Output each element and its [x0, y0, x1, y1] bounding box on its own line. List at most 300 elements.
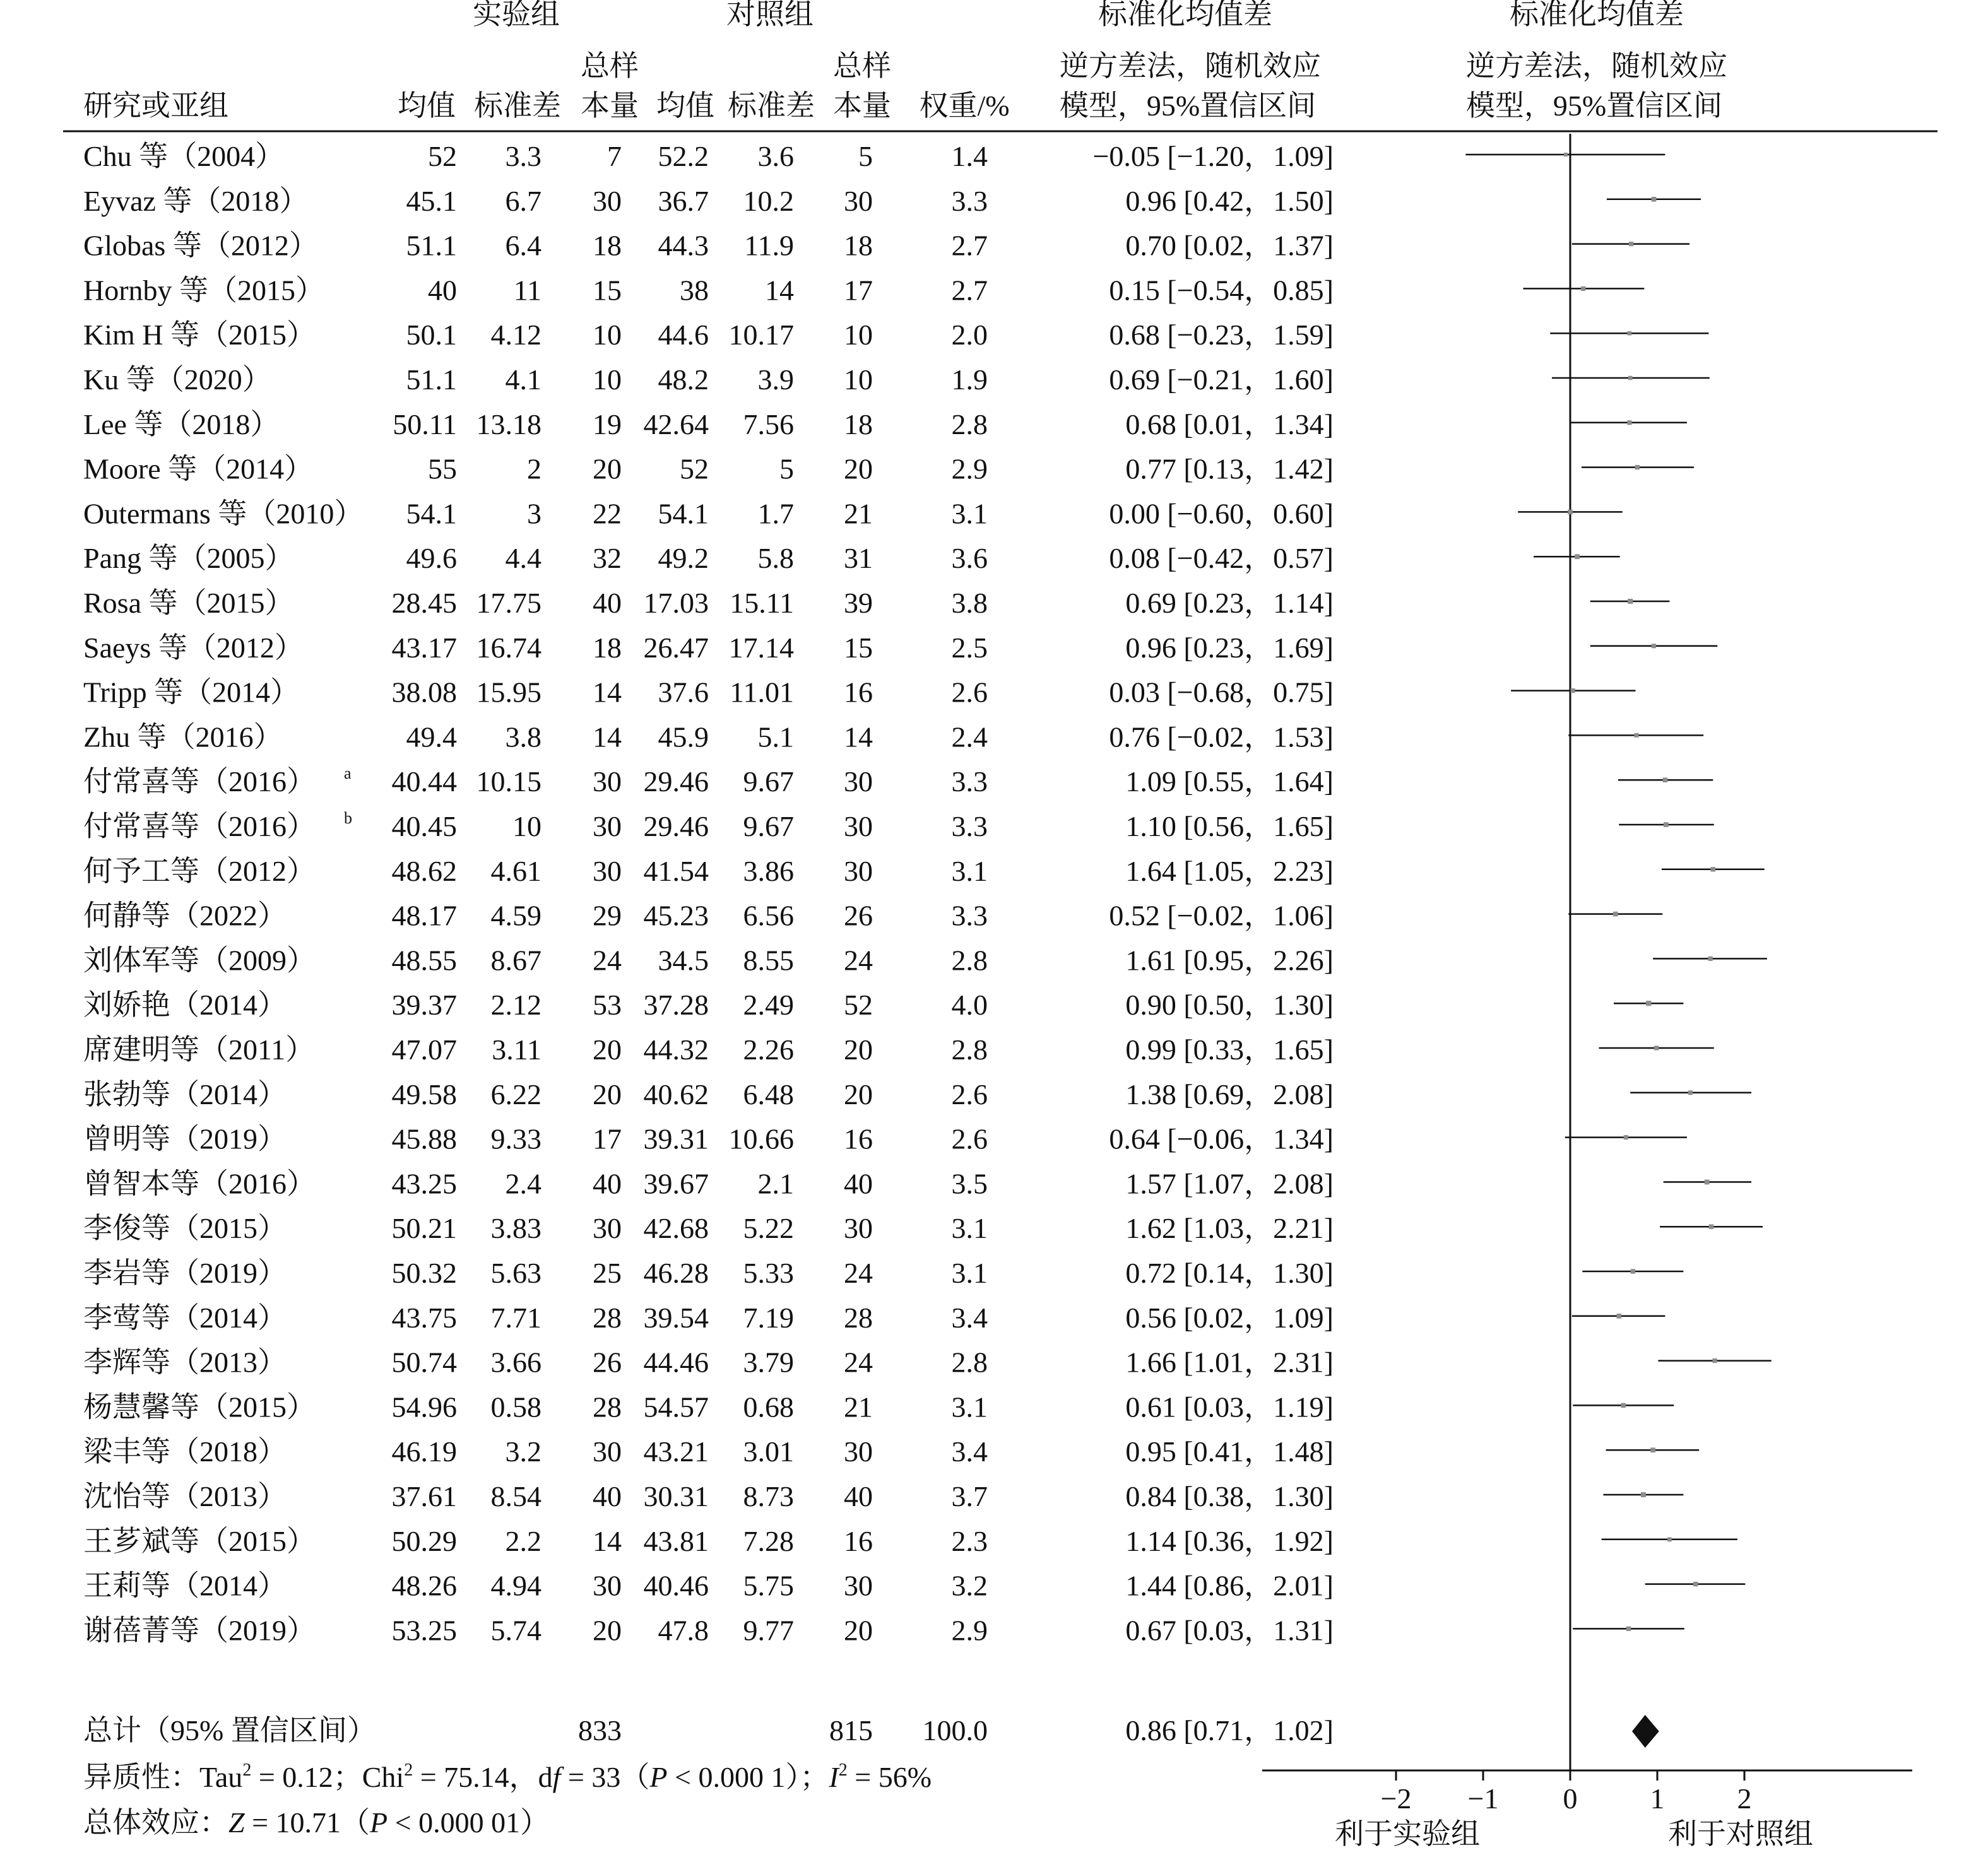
weight-value: 2.5	[951, 631, 988, 664]
ctrl-mean: 26.47	[643, 631, 709, 664]
ctrl-n: 21	[844, 1391, 873, 1423]
exp-mean: 45.1	[406, 184, 457, 217]
ctrl-mean: 39.31	[643, 1122, 709, 1155]
ctrl-group-header: 对照组	[726, 0, 814, 30]
ctrl-mean: 41.54	[643, 854, 709, 887]
het-i: I	[829, 1761, 839, 1793]
table-row	[83, 185, 1334, 217]
het-tau-sup: 2	[242, 1760, 252, 1780]
exp-mean: 55	[428, 452, 457, 485]
ci-text: 0.76 [−0.02，1.53]	[1109, 721, 1334, 753]
exp-sd-header: 标准差	[474, 90, 561, 122]
exp-n: 40	[593, 587, 622, 619]
ctrl-sd: 7.28	[743, 1524, 794, 1557]
table-row	[83, 230, 1334, 262]
point-estimate	[1621, 1403, 1625, 1408]
study-name: 王莉等（2014）	[83, 1569, 287, 1602]
ctrl-n: 20	[844, 1034, 873, 1066]
oe-prefix: 总体效应：	[83, 1806, 228, 1839]
study-rows	[83, 140, 1334, 1646]
heterogeneity-stats	[83, 1760, 932, 1793]
exp-n: 29	[593, 899, 622, 932]
exp-n-header-top: 总样	[581, 50, 639, 82]
exp-mean: 28.45	[391, 587, 457, 619]
study-name: Eyvaz 等（2018）	[83, 184, 309, 217]
table-row	[83, 1302, 1334, 1334]
exp-n: 18	[593, 631, 622, 664]
table-row	[83, 542, 1334, 574]
point-estimate	[1641, 1492, 1646, 1497]
study-name: Saeys 等（2012）	[83, 631, 304, 664]
exp-n: 40	[593, 1480, 622, 1512]
ctrl-n: 39	[844, 587, 873, 619]
ci-text: 1.09 [0.55，1.64]	[1125, 765, 1334, 798]
study-name: 沈怡等（2013）	[83, 1480, 287, 1512]
study-name: 何予工等（2012）	[83, 854, 316, 887]
ctrl-n: 14	[844, 721, 873, 753]
ctrl-n: 30	[844, 1212, 873, 1245]
point-estimate	[1628, 331, 1632, 336]
ci-text: 1.10 [0.56，1.65]	[1125, 810, 1334, 842]
exp-sd: 0.58	[490, 1391, 541, 1423]
exp-mean: 46.19	[391, 1435, 457, 1468]
exp-mean: 48.62	[391, 854, 457, 887]
total-ci-text: 0.86 [0.71，1.02]	[1125, 1714, 1334, 1746]
exp-sd: 5.63	[490, 1257, 541, 1289]
point-estimate	[1616, 1314, 1621, 1319]
ctrl-sd: 5.33	[743, 1257, 794, 1289]
exp-n: 18	[593, 229, 622, 262]
exp-n: 28	[593, 1301, 622, 1334]
ctrl-sd: 0.68	[743, 1391, 794, 1423]
ci-text: 0.90 [0.50，1.30]	[1125, 989, 1334, 1022]
table-row	[83, 1525, 1334, 1557]
exp-mean: 40	[428, 274, 457, 307]
ctrl-n: 30	[844, 810, 873, 842]
study-name: Moore 等（2014）	[83, 452, 314, 485]
ci-text: 0.69 [−0.21，1.60]	[1109, 363, 1334, 396]
study-name: 张勃等（2014）	[83, 1078, 287, 1110]
weight-value: 2.9	[951, 452, 988, 485]
ci-text: 1.38 [0.69，2.08]	[1125, 1078, 1334, 1110]
table-row	[83, 1346, 1334, 1379]
ctrl-mean: 54.57	[643, 1391, 709, 1423]
het-mid3: = 33（	[560, 1761, 650, 1793]
exp-sd: 2.2	[505, 1524, 541, 1557]
exp-n: 26	[593, 1346, 622, 1379]
table-row	[83, 809, 1334, 842]
ctrl-n: 20	[844, 452, 873, 485]
point-estimate	[1613, 912, 1618, 917]
table-row	[83, 944, 1334, 976]
ctrl-n: 24	[844, 1346, 873, 1379]
ctrl-n: 40	[844, 1480, 873, 1512]
study-name: Kim H 等（2015）	[83, 319, 316, 351]
weight-value: 3.3	[951, 899, 988, 932]
exp-n: 30	[593, 810, 622, 842]
ci-text: 0.96 [0.23，1.69]	[1125, 631, 1334, 664]
exp-mean: 50.1	[406, 319, 457, 351]
exp-n: 30	[593, 1435, 622, 1468]
table-row	[83, 764, 1334, 798]
ctrl-mean: 44.32	[643, 1034, 709, 1066]
ci-text: 0.72 [0.14，1.30]	[1125, 1257, 1334, 1289]
table-row	[83, 1123, 1334, 1155]
table-row	[83, 453, 1334, 485]
exp-mean: 51.1	[406, 229, 457, 262]
table-row	[83, 1614, 1334, 1646]
weight-value: 2.6	[951, 1078, 988, 1110]
study-name: Chu 等（2004）	[83, 140, 285, 172]
point-estimate	[1652, 644, 1656, 648]
het-p: P	[649, 1761, 668, 1793]
exp-n: 30	[593, 765, 622, 798]
exp-n: 20	[593, 1078, 622, 1110]
exp-mean: 54.96	[391, 1391, 457, 1423]
ctrl-n: 16	[844, 676, 873, 709]
ctrl-n: 20	[844, 1614, 873, 1647]
point-estimate	[1628, 599, 1633, 604]
ctrl-sd: 9.77	[743, 1614, 794, 1647]
table-row	[83, 140, 1334, 172]
exp-mean-header: 均值	[398, 90, 456, 122]
exp-mean: 50.21	[391, 1212, 457, 1245]
table-row	[83, 1435, 1334, 1468]
ctrl-n: 30	[844, 184, 873, 217]
study-name: 曾智本等（2016）	[83, 1167, 316, 1200]
study-name: 席建明等（2011）	[83, 1034, 315, 1066]
exp-sd: 2	[527, 452, 541, 485]
smd-plot-header-line3: 模型，95%置信区间	[1465, 90, 1723, 122]
exp-sd: 8.67	[490, 944, 541, 977]
table-row	[83, 497, 1334, 529]
ctrl-mean: 52	[680, 452, 709, 485]
study-name: 刘娇艳（2014）	[83, 989, 287, 1022]
ctrl-n: 18	[844, 408, 873, 440]
total-weight: 100.0	[922, 1714, 988, 1746]
exp-sd: 4.59	[490, 899, 541, 932]
exp-mean: 52	[428, 140, 457, 172]
exp-n: 20	[593, 1614, 622, 1647]
ctrl-sd: 11.9	[744, 229, 794, 262]
ci-text: 0.99 [0.33，1.65]	[1125, 1034, 1334, 1066]
ctrl-mean: 44.46	[643, 1346, 709, 1379]
point-estimate	[1568, 510, 1572, 514]
ctrl-n: 40	[844, 1167, 873, 1200]
exp-mean: 37.61	[391, 1480, 457, 1512]
table-row	[83, 363, 1334, 396]
total-row	[83, 1714, 1334, 1746]
study-name: Hornby 等（2015）	[83, 274, 325, 307]
study-name: Globas 等（2012）	[83, 229, 318, 262]
table-row	[83, 1078, 1334, 1110]
weight-header: 权重/%	[919, 90, 1010, 122]
point-estimate	[1693, 1582, 1698, 1587]
exp-sd: 11	[513, 274, 541, 307]
ci-text: −0.05 [−1.20，1.09]	[1092, 140, 1334, 172]
exp-sd: 3.8	[505, 721, 541, 753]
pooled-diamond	[1632, 1715, 1659, 1748]
exp-sd: 3.2	[505, 1435, 541, 1468]
exp-mean: 49.4	[406, 721, 457, 753]
table-row	[83, 900, 1334, 932]
ci-text: 1.57 [1.07，2.08]	[1125, 1167, 1334, 1200]
exp-mean: 50.29	[391, 1524, 457, 1557]
ctrl-mean: 38	[680, 274, 709, 307]
smd-column-header-line1: 标准化均值差	[1098, 0, 1272, 30]
ctrl-mean: 45.23	[643, 899, 709, 932]
point-estimate	[1634, 733, 1638, 738]
ctrl-mean: 43.21	[643, 1435, 709, 1468]
ctrl-n: 30	[844, 765, 873, 798]
ci-text: 0.08 [−0.42，0.57]	[1109, 542, 1334, 575]
exp-n: 20	[593, 452, 622, 485]
ctrl-sd: 8.73	[743, 1480, 794, 1512]
weight-value: 2.0	[951, 319, 988, 351]
het-mid1: = 0.12；Chi	[251, 1761, 405, 1793]
table-row	[83, 274, 1334, 306]
study-superscript: b	[344, 809, 352, 827]
ctrl-n: 5	[858, 140, 873, 172]
ctrl-mean: 39.54	[643, 1301, 709, 1334]
exp-mean: 50.11	[393, 408, 457, 440]
ctrl-mean: 49.2	[658, 542, 709, 575]
het-mid2: = 75.14，d	[413, 1761, 553, 1793]
point-estimate	[1650, 1447, 1655, 1452]
ctrl-sd: 17.14	[728, 631, 794, 664]
ci-text: 1.61 [0.95，2.26]	[1125, 944, 1334, 977]
ctrl-sd: 5.1	[757, 721, 794, 753]
exp-sd: 16.74	[476, 631, 541, 664]
point-estimate	[1571, 688, 1575, 693]
point-estimate	[1646, 1001, 1651, 1006]
ctrl-mean: 37.6	[658, 676, 709, 709]
exp-mean: 49.58	[391, 1078, 457, 1110]
point-estimate	[1708, 957, 1713, 961]
ctrl-mean: 29.46	[643, 765, 709, 798]
point-estimate	[1652, 197, 1657, 202]
exp-n: 14	[593, 676, 622, 709]
ci-text: 0.95 [0.41，1.48]	[1125, 1435, 1334, 1468]
ctrl-n: 20	[844, 1078, 873, 1110]
point-estimate	[1627, 420, 1631, 425]
ctrl-sd: 3.01	[743, 1435, 794, 1468]
ctrl-sd: 7.19	[743, 1301, 794, 1334]
ctrl-sd: 11.01	[730, 676, 794, 709]
ctrl-mean: 36.7	[658, 184, 709, 217]
point-estimate	[1712, 1358, 1717, 1363]
het-prefix: 异质性：Tau	[83, 1761, 243, 1793]
favours-ctrl-label: 利于对照组	[1668, 1818, 1813, 1850]
ctrl-n: 30	[844, 1435, 873, 1468]
study-name: Tripp 等（2014）	[83, 676, 300, 709]
exp-sd: 4.94	[490, 1569, 541, 1602]
ci-text: 1.66 [1.01，2.31]	[1125, 1346, 1334, 1379]
point-estimate	[1709, 1224, 1713, 1228]
exp-sd: 3.11	[492, 1034, 541, 1066]
exp-sd: 6.7	[505, 184, 541, 217]
study-name: Ku 等（2020）	[83, 363, 271, 396]
ctrl-n: 30	[844, 1569, 873, 1602]
study-name: 何静等（2022）	[83, 899, 287, 932]
weight-value: 1.9	[951, 363, 988, 396]
ctrl-sd: 10.17	[728, 319, 794, 351]
exp-sd: 4.4	[505, 542, 541, 575]
table-row	[83, 587, 1334, 619]
exp-n: 10	[593, 319, 622, 351]
ctrl-mean: 43.81	[643, 1524, 709, 1557]
ctrl-sd-header: 标准差	[728, 90, 815, 122]
weight-value: 2.7	[951, 229, 988, 262]
exp-mean: 40.45	[391, 810, 457, 842]
oe-mid: = 10.71（	[244, 1806, 370, 1839]
exp-n: 17	[593, 1122, 622, 1155]
x-axis-tick-label: −1	[1467, 1782, 1499, 1815]
weight-value: 3.1	[951, 1257, 988, 1289]
study-name: 李辉等（2013）	[83, 1346, 287, 1379]
ctrl-sd: 8.55	[743, 944, 794, 977]
exp-sd: 4.12	[490, 319, 541, 351]
point-estimate	[1629, 242, 1633, 246]
exp-n: 20	[593, 1034, 622, 1066]
exp-n: 25	[593, 1257, 622, 1289]
exp-sd: 15.95	[476, 676, 541, 709]
ctrl-n: 24	[844, 944, 873, 977]
weight-value: 3.1	[951, 1212, 988, 1245]
exp-n: 40	[593, 1167, 622, 1200]
ctrl-n: 16	[844, 1122, 873, 1155]
ci-text: 0.52 [−0.02，1.06]	[1109, 899, 1334, 932]
study-name: Rosa 等（2015）	[83, 587, 294, 619]
table-row	[83, 1570, 1334, 1602]
het-mid4: < 0.000 1）；	[667, 1761, 829, 1793]
het-tail: = 56%	[847, 1761, 932, 1793]
exp-sd: 3	[527, 497, 541, 530]
table-row	[83, 1391, 1334, 1423]
point-estimate	[1575, 554, 1580, 559]
weight-value: 3.4	[951, 1435, 988, 1468]
table-row	[83, 1212, 1334, 1244]
ctrl-n: 10	[844, 363, 873, 396]
exp-n: 7	[607, 140, 622, 172]
exp-n: 10	[593, 363, 622, 396]
smd-plot-header-line1: 标准化均值差	[1510, 0, 1684, 30]
ctrl-sd: 10.2	[743, 184, 794, 217]
ci-text: 0.84 [0.38，1.30]	[1125, 1480, 1334, 1512]
ctrl-n: 16	[844, 1524, 873, 1557]
exp-sd: 6.4	[505, 229, 541, 262]
exp-sd: 5.74	[490, 1614, 541, 1647]
smd-column-header-line3: 模型，95%置信区间	[1059, 90, 1316, 122]
weight-value: 3.3	[951, 184, 988, 217]
exp-group-header: 实验组	[473, 0, 560, 30]
weight-value: 3.3	[951, 765, 988, 798]
point-estimate	[1628, 376, 1633, 380]
ctrl-n: 31	[844, 542, 873, 575]
ctrl-n: 26	[844, 899, 873, 932]
smd-plot-header-line2: 逆方差法，随机效应	[1466, 50, 1727, 82]
ctrl-sd: 3.6	[757, 140, 794, 172]
exp-sd: 2.12	[490, 989, 541, 1022]
study-superscript: a	[344, 764, 352, 783]
ci-text: 0.96 [0.42，1.50]	[1125, 184, 1334, 217]
exp-mean: 43.75	[391, 1301, 457, 1334]
ci-text: 0.15 [−0.54，0.85]	[1109, 274, 1334, 307]
exp-sd: 3.3	[505, 140, 541, 172]
ctrl-mean: 37.28	[643, 989, 709, 1022]
exp-n: 14	[593, 721, 622, 753]
point-estimate	[1581, 286, 1585, 291]
ctrl-sd: 14	[765, 274, 794, 307]
weight-value: 3.5	[951, 1167, 988, 1200]
ctrl-mean: 46.28	[643, 1257, 709, 1289]
study-name: 李莺等（2014）	[83, 1301, 287, 1334]
ctrl-sd: 6.56	[743, 899, 794, 932]
ctrl-mean: 52.2	[658, 140, 709, 172]
weight-value: 1.4	[951, 140, 988, 172]
study-column-header: 研究或亚组	[83, 90, 228, 122]
overall-effect	[83, 1806, 549, 1839]
exp-mean: 48.17	[391, 899, 457, 932]
table-row	[83, 319, 1334, 351]
ctrl-n: 15	[844, 631, 873, 664]
exp-sd: 9.33	[490, 1122, 541, 1155]
weight-value: 3.7	[951, 1480, 988, 1512]
ctrl-mean: 54.1	[658, 497, 709, 530]
exp-mean: 45.88	[391, 1122, 457, 1155]
weight-value: 3.2	[951, 1569, 988, 1602]
het-i-sup: 2	[838, 1760, 848, 1780]
exp-n: 30	[593, 854, 622, 887]
exp-sd: 3.66	[490, 1346, 541, 1379]
exp-n: 30	[593, 1212, 622, 1245]
ctrl-n: 18	[844, 229, 873, 262]
ctrl-n: 10	[844, 319, 873, 351]
favours-exp-label: 利于实验组	[1335, 1818, 1480, 1850]
ci-text: 0.00 [−0.60，0.60]	[1109, 497, 1334, 530]
exp-mean: 38.08	[391, 676, 457, 709]
ctrl-sd: 10.66	[728, 1122, 794, 1155]
weight-value: 2.6	[951, 676, 988, 709]
weight-value: 2.6	[951, 1122, 988, 1155]
exp-mean: 50.74	[391, 1346, 457, 1379]
exp-sd: 13.18	[476, 408, 541, 440]
exp-mean: 43.25	[391, 1167, 457, 1200]
ctrl-sd: 2.1	[757, 1167, 794, 1200]
study-name: Lee 等（2018）	[83, 408, 280, 440]
ci-text: 1.44 [0.86，2.01]	[1125, 1569, 1334, 1602]
ctrl-n: 17	[844, 274, 873, 307]
exp-n: 30	[593, 184, 622, 217]
exp-sd: 8.54	[490, 1480, 541, 1512]
exp-mean: 43.17	[391, 631, 457, 664]
ctrl-mean: 17.03	[643, 587, 709, 619]
table-row	[83, 1167, 1334, 1199]
table-row	[83, 408, 1334, 440]
ci-text: 0.64 [−0.06，1.34]	[1109, 1122, 1334, 1155]
x-axis-tick-label: 1	[1650, 1782, 1665, 1815]
study-name: 谢蓓菁等（2019）	[83, 1614, 316, 1647]
ctrl-mean: 40.46	[643, 1569, 709, 1602]
ctrl-mean: 34.5	[658, 944, 709, 977]
ci-text: 1.62 [1.03，2.21]	[1125, 1212, 1334, 1245]
oe-p: P	[370, 1806, 388, 1839]
ci-text: 0.03 [−0.68，0.75]	[1109, 676, 1334, 709]
ctrl-sd: 3.79	[743, 1346, 794, 1379]
weight-value: 3.1	[951, 497, 988, 530]
het-df: f	[552, 1761, 561, 1793]
table-row	[83, 1480, 1334, 1512]
